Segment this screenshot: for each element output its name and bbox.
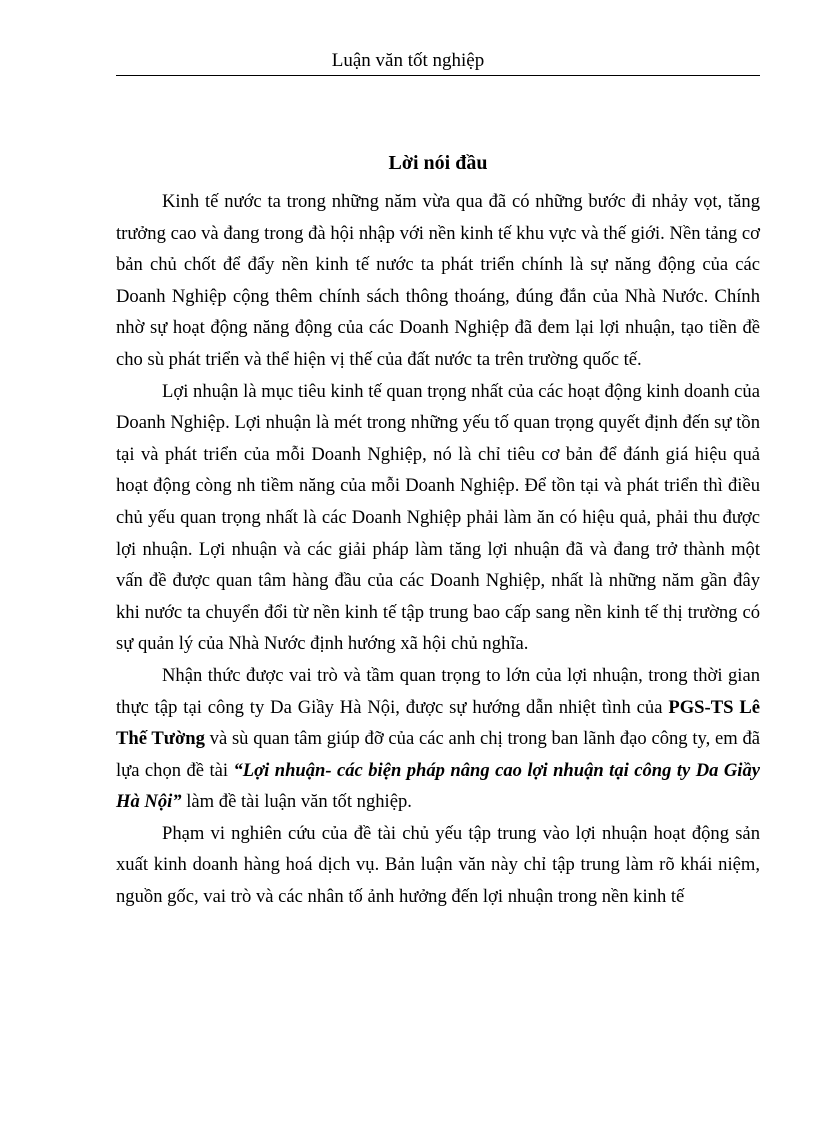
running-header: Luận văn tốt nghiệp: [331, 50, 485, 71]
paragraph-3: [116, 660, 760, 818]
paragraph-3-text-a: Nhận thức được vai trò và tầm quan trọng to lớn của lợi nhuận, trong thời gian thực tập tại công ty Da Giầy Hà Nội, được sự hướng dẫn nhiệt tình của: [116, 664, 760, 718]
paragraph-4: Phạm vi nghiên cứu của đề tài chủ yếu tập trung vào lợi nhuận hoạt động sản xuất kinh doanh hàng hoá dịch vụ. Bản luận văn này chỉ tập trung làm rõ khái niệm, nguồn gốc, vai trò và các nhân tố ảnh hưởng đến lợi nhuận trong nền kinh tế: [116, 822, 760, 908]
header-divider: [116, 75, 760, 76]
document-body: [116, 186, 760, 913]
thesis-topic: “Lợi nhuận- các biện pháp nâng cao lợi nhuận tại công ty Da Giầy Hà Nội”: [116, 759, 760, 813]
document-title: Lời nói đầu: [388, 152, 488, 174]
advisor-name: PGS-TS Lê Thế Tường: [116, 696, 760, 750]
paragraph-3-text-b: và sù quan tâm giúp đỡ của các anh chị trong ban lãnh đạo công ty, em đã lựa chọn đề tài: [116, 728, 760, 781]
paragraph-3-text-c: làm đề tài luận văn tốt nghiệp.: [181, 791, 412, 813]
paragraph-1: Kinh tế nước ta trong những năm vừa qua đã có những bước đi nhảy vọt, tăng trưởng cao và đang trong đà hội nhập với nền kinh tế khu vực và thế giới. Nền tảng cơ bản chủ chốt để đẩy nền kinh tế nước ta phát triển chính là sự năng động của các Doanh Nghiệp cộng thêm chính sách thông thoáng, đúng đắn của Nhà Nước. Chính nhờ sự hoạt động năng động của các Doanh Nghiệp đã đem lại lợi nhuận, tạo tiền đề cho sù phát triển và thể hiện vị thế của đất nước ta trên trường quốc tế.: [116, 191, 760, 370]
paragraph-2: Lợi nhuận là mục tiêu kinh tế quan trọng nhất của các hoạt động kinh doanh của Doanh Nghiệp. Lợi nhuận là mét trong những yếu tố quan trọng quyết định đến sự tồn tại và phát triển của mỗi Doanh Nghiệp, nó là chỉ tiêu cơ bản để đánh giá hiệu quả hoạt động còng nh tiềm năng của mỗi Doanh Nghiệp. Để tồn tại và phát triển thì điều chủ yếu quan trọng nhất là các Doanh Nghiệp phải làm ăn có hiệu quả, phải thu được lợi nhuận. Lợi nhuận và các giải pháp làm tăng lợi nhuận đã và đang trở thành một vấn đề được quan tâm hàng đầu của các Doanh Nghiệp, nhất là những năm gần đây khi nước ta chuyển đổi từ nền kinh tế tập trung bao cấp sang nền kinh tế thị trường có sự quản lý của Nhà Nước định hướng xã hội chủ nghĩa.: [116, 380, 760, 655]
